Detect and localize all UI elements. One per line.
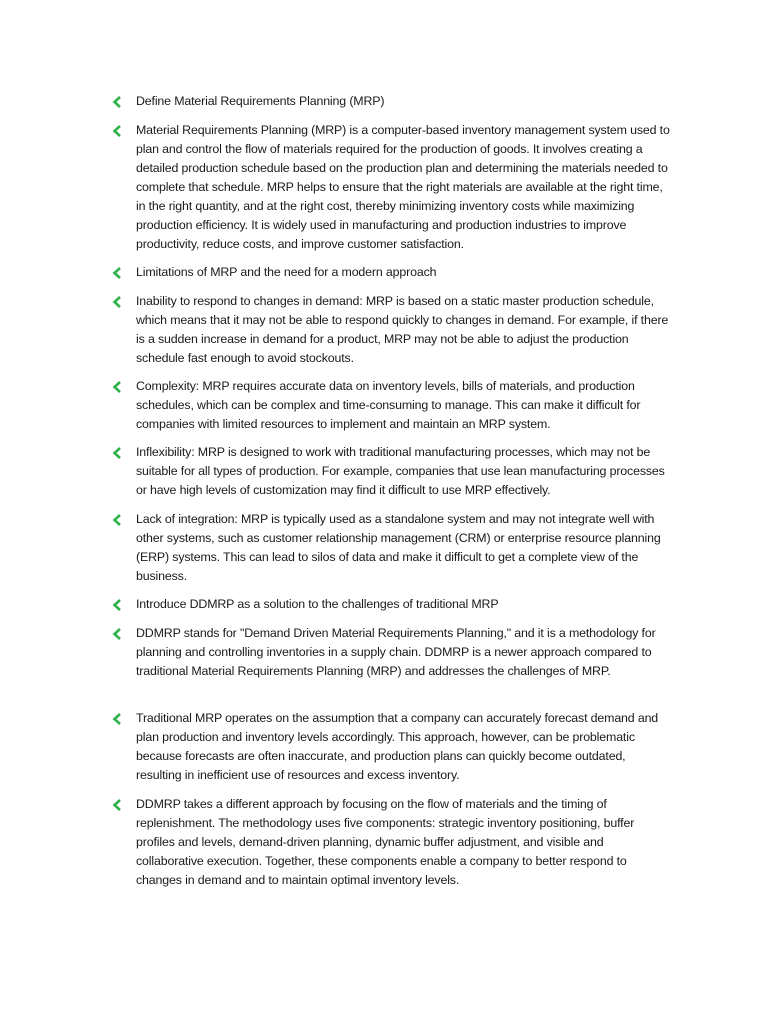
list-item [112, 263, 672, 282]
chevron-left-icon [112, 709, 136, 728]
list-item-text: DDMRP takes a different approach by focusing on the flow of materials and the timing of replenishment. The methodology uses five components: strategic inventory positioning, buffer profiles and levels, demand-driven planning, dynamic buffer adjustment, and visible and collaborative execution. Together, these components enable a company to better respond to changes in demand and to maintain optimal inventory levels. [136, 797, 635, 887]
list-item [112, 795, 672, 890]
list-item-text: Traditional MRP operates on the assumption that a company can accurately forecast demand and plan production and inventory levels accordingly. This approach, however, can be problematic because forecasts are often inaccurate, and production plans can quickly become outdated, resulting in inefficient use of resources and excess inventory. [136, 711, 659, 782]
chevron-left-icon [112, 595, 136, 614]
list-item-text: Material Requirements Planning (MRP) is a computer-based inventory management system used to plan and control the flow of materials required for the production of goods. It involves creating a detailed production schedule based on the production plan and determining the materials needed to complete that schedule. MRP helps to ensure that the right materials are available at the right time, in the right quantity, and at the right cost, thereby minimizing inventory costs while maximizing production efficiency. It is widely used in manufacturing and production industries to improve productivity, reduce costs, and improve customer satisfaction. [136, 123, 670, 251]
list-item [112, 624, 672, 681]
chevron-left-icon [112, 443, 136, 462]
chevron-left-icon [112, 377, 136, 396]
list-item [112, 292, 672, 368]
chevron-left-icon [112, 92, 136, 111]
chevron-left-icon [112, 510, 136, 529]
list-item [112, 121, 672, 254]
list-item [112, 92, 672, 111]
chevron-left-icon [112, 292, 136, 311]
list-item-text: Inability to respond to changes in demand: MRP is based on a static master production schedule, which means that it may not be able to respond quickly to changes in demand. For example, if there is a sudden increase in demand for a product, MRP may not be able to adjust the production schedule fast enough to avoid stockouts. [136, 294, 669, 365]
list-item-text: Introduce DDMRP as a solution to the challenges of traditional MRP [136, 597, 499, 611]
chevron-left-icon [112, 121, 136, 140]
list-item [112, 709, 672, 785]
list-item-text: DDMRP stands for "Demand Driven Material Requirements Planning," and it is a methodology for planning and controlling inventories in a supply chain. DDMRP is a newer approach compared to traditional Material Requirements Planning (MRP) and addresses the challenges of MRP. [136, 626, 656, 678]
list-item [112, 510, 672, 586]
list-item [112, 443, 672, 500]
list-item-text: Complexity: MRP requires accurate data on inventory levels, bills of materials, and production schedules, which can be complex and time-consuming to manage. This can make it difficult for companies with limited resources to implement and maintain an MRP system. [136, 379, 641, 431]
chevron-left-icon [112, 624, 136, 643]
list-item-text: Inflexibility: MRP is designed to work with traditional manufacturing processes, which may not be suitable for all types of production. For example, companies that use lean manufacturing processes or have high levels of customization may find it difficult to use MRP effectively. [136, 445, 665, 497]
chevron-left-icon [112, 795, 136, 814]
list-item [112, 377, 672, 434]
chevron-left-icon [112, 263, 136, 282]
list-item-text: Lack of integration: MRP is typically used as a standalone system and may not integrate well with other systems, such as customer relationship management (CRM) or enterprise resource planning (ERP) systems. This can lead to silos of data and make it difficult to get a complete view of the business. [136, 512, 661, 583]
list-item [112, 595, 672, 614]
list-item-text: Limitations of MRP and the need for a modern approach [136, 265, 437, 279]
list-item-text: Define Material Requirements Planning (MRP) [136, 94, 385, 108]
